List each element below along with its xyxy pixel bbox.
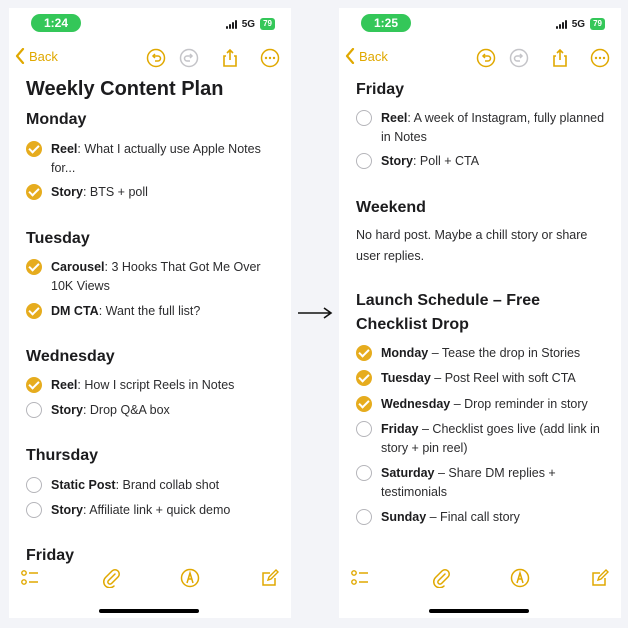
item-text: : Want the full list? (98, 304, 201, 318)
item-text: : Brand collab shot (115, 478, 220, 492)
checklist-icon[interactable] (20, 568, 40, 588)
checkbox-checked[interactable] (26, 377, 42, 393)
item-label: Story (51, 185, 83, 199)
item-text: – Share DM replies + testimonials (381, 466, 556, 499)
checklist-item[interactable] (356, 420, 609, 460)
status-time: 1:25 (361, 14, 411, 32)
checkbox-unchecked[interactable] (356, 110, 372, 126)
item-label: Static Post (51, 478, 116, 492)
checklist-icon[interactable] (350, 568, 370, 588)
checkbox-unchecked[interactable] (356, 153, 372, 169)
item-text: : BTS + poll (82, 185, 148, 199)
more-icon[interactable] (590, 48, 610, 68)
item-text: – Tease the drop in Stories (428, 346, 581, 360)
nav-bar (339, 44, 621, 72)
checklist-item[interactable] (356, 508, 609, 548)
item-text: – Checklist goes live (add link in story + pin reel) (381, 422, 600, 455)
checkbox-checked[interactable] (356, 345, 372, 361)
more-icon[interactable] (260, 48, 280, 68)
checkbox-checked[interactable] (26, 303, 42, 319)
checkbox-unchecked[interactable] (356, 509, 372, 525)
checkbox-unchecked[interactable] (356, 465, 372, 481)
checkbox-checked[interactable] (26, 259, 42, 275)
checkbox-unchecked[interactable] (26, 402, 42, 418)
section-friday: Friday (26, 547, 75, 564)
chevron-left-icon (15, 48, 25, 64)
item-text: : 3 Hooks That Got Me Over 10K Views (51, 260, 261, 293)
back-label: Back (29, 48, 58, 64)
redo-icon[interactable] (509, 48, 529, 68)
note-content[interactable] (339, 8, 621, 618)
item-text: – Post Reel with soft CTA (430, 371, 576, 385)
compose-icon[interactable] (590, 568, 610, 588)
item-label: Story (381, 154, 413, 168)
item-text: : Poll + CTA (412, 154, 480, 168)
checklist-item[interactable] (356, 152, 609, 192)
checkbox-checked[interactable] (26, 141, 42, 157)
checkbox-checked[interactable] (356, 396, 372, 412)
section-monday: Monday (26, 111, 87, 128)
checkbox-unchecked[interactable] (26, 477, 42, 493)
checklist-item[interactable] (26, 140, 279, 180)
undo-icon[interactable] (146, 48, 166, 68)
battery-icon: 79 (260, 18, 275, 30)
item-text: : Affiliate link + quick demo (82, 503, 231, 517)
item-label: Saturday (381, 466, 435, 480)
undo-icon[interactable] (476, 48, 496, 68)
section-friday: Friday (356, 81, 405, 98)
checklist-item[interactable] (26, 401, 279, 441)
checklist-item[interactable] (356, 464, 609, 504)
status-indicators (226, 18, 275, 30)
item-label: DM CTA (51, 304, 99, 318)
bottom-toolbar (9, 568, 291, 598)
left-phone-screen (9, 8, 291, 618)
item-text: : Drop Q&A box (82, 403, 170, 417)
checklist-item[interactable] (26, 302, 279, 342)
note-title: Weekly Content Plan (26, 78, 224, 100)
markup-icon[interactable] (510, 568, 530, 588)
network-label: 5G (241, 18, 256, 30)
checklist-item[interactable] (26, 258, 279, 298)
redo-icon[interactable] (179, 48, 199, 68)
markup-icon[interactable] (180, 568, 200, 588)
item-text: : A week of Instagram, fully planned in Notes (381, 111, 605, 144)
back-button[interactable] (345, 48, 388, 64)
note-content[interactable] (9, 8, 291, 618)
checkbox-checked[interactable] (356, 370, 372, 386)
checkbox-checked[interactable] (26, 184, 42, 200)
section-launch-schedule: Launch Schedule – Free Checklist Drop (356, 292, 541, 333)
status-time: 1:24 (31, 14, 81, 32)
chevron-left-icon (345, 48, 355, 64)
checkbox-unchecked[interactable] (356, 421, 372, 437)
section-tuesday: Tuesday (26, 230, 90, 247)
share-icon[interactable] (220, 48, 240, 68)
item-label: Reel (51, 142, 78, 156)
checklist-item[interactable] (26, 183, 279, 223)
item-text: – Drop reminder in story (450, 397, 588, 411)
battery-icon: 79 (590, 18, 605, 30)
home-indicator[interactable] (99, 609, 199, 613)
checklist-item[interactable] (356, 109, 609, 149)
checkbox-unchecked[interactable] (26, 502, 42, 518)
home-indicator[interactable] (429, 609, 529, 613)
attachment-icon[interactable] (431, 568, 451, 588)
item-label: Friday (381, 422, 419, 436)
item-label: Monday (381, 346, 429, 360)
back-button[interactable] (15, 48, 58, 64)
item-label: Sunday (381, 510, 427, 524)
signal-icon (226, 20, 237, 29)
section-weekend: Weekend (356, 199, 426, 216)
item-text: : How I script Reels in Notes (77, 378, 235, 392)
item-label: Reel (51, 378, 78, 392)
item-label: Story (51, 403, 83, 417)
item-text: – Final call story (426, 510, 520, 524)
section-wednesday: Wednesday (26, 348, 115, 365)
signal-icon (556, 20, 567, 29)
item-label: Story (51, 503, 83, 517)
compose-icon[interactable] (260, 568, 280, 588)
back-label: Back (359, 48, 388, 64)
item-label: Wednesday (381, 397, 451, 411)
status-bar (9, 8, 291, 36)
status-indicators (556, 18, 605, 30)
right-phone-screen (339, 8, 621, 618)
weekend-note: No hard post. Maybe a chill story or share user replies. (356, 228, 588, 263)
item-label: Tuesday (381, 371, 431, 385)
attachment-icon[interactable] (101, 568, 121, 588)
item-label: Carousel (51, 260, 105, 274)
network-label: 5G (571, 18, 586, 30)
nav-bar (9, 44, 291, 72)
arrow-right-icon (297, 306, 333, 320)
checklist-item[interactable] (26, 501, 279, 541)
item-label: Reel (381, 111, 408, 125)
status-bar (339, 8, 621, 36)
item-text: : What I actually use Apple Notes for... (51, 142, 261, 175)
section-thursday: Thursday (26, 447, 99, 464)
bottom-toolbar (339, 568, 621, 598)
share-icon[interactable] (550, 48, 570, 68)
